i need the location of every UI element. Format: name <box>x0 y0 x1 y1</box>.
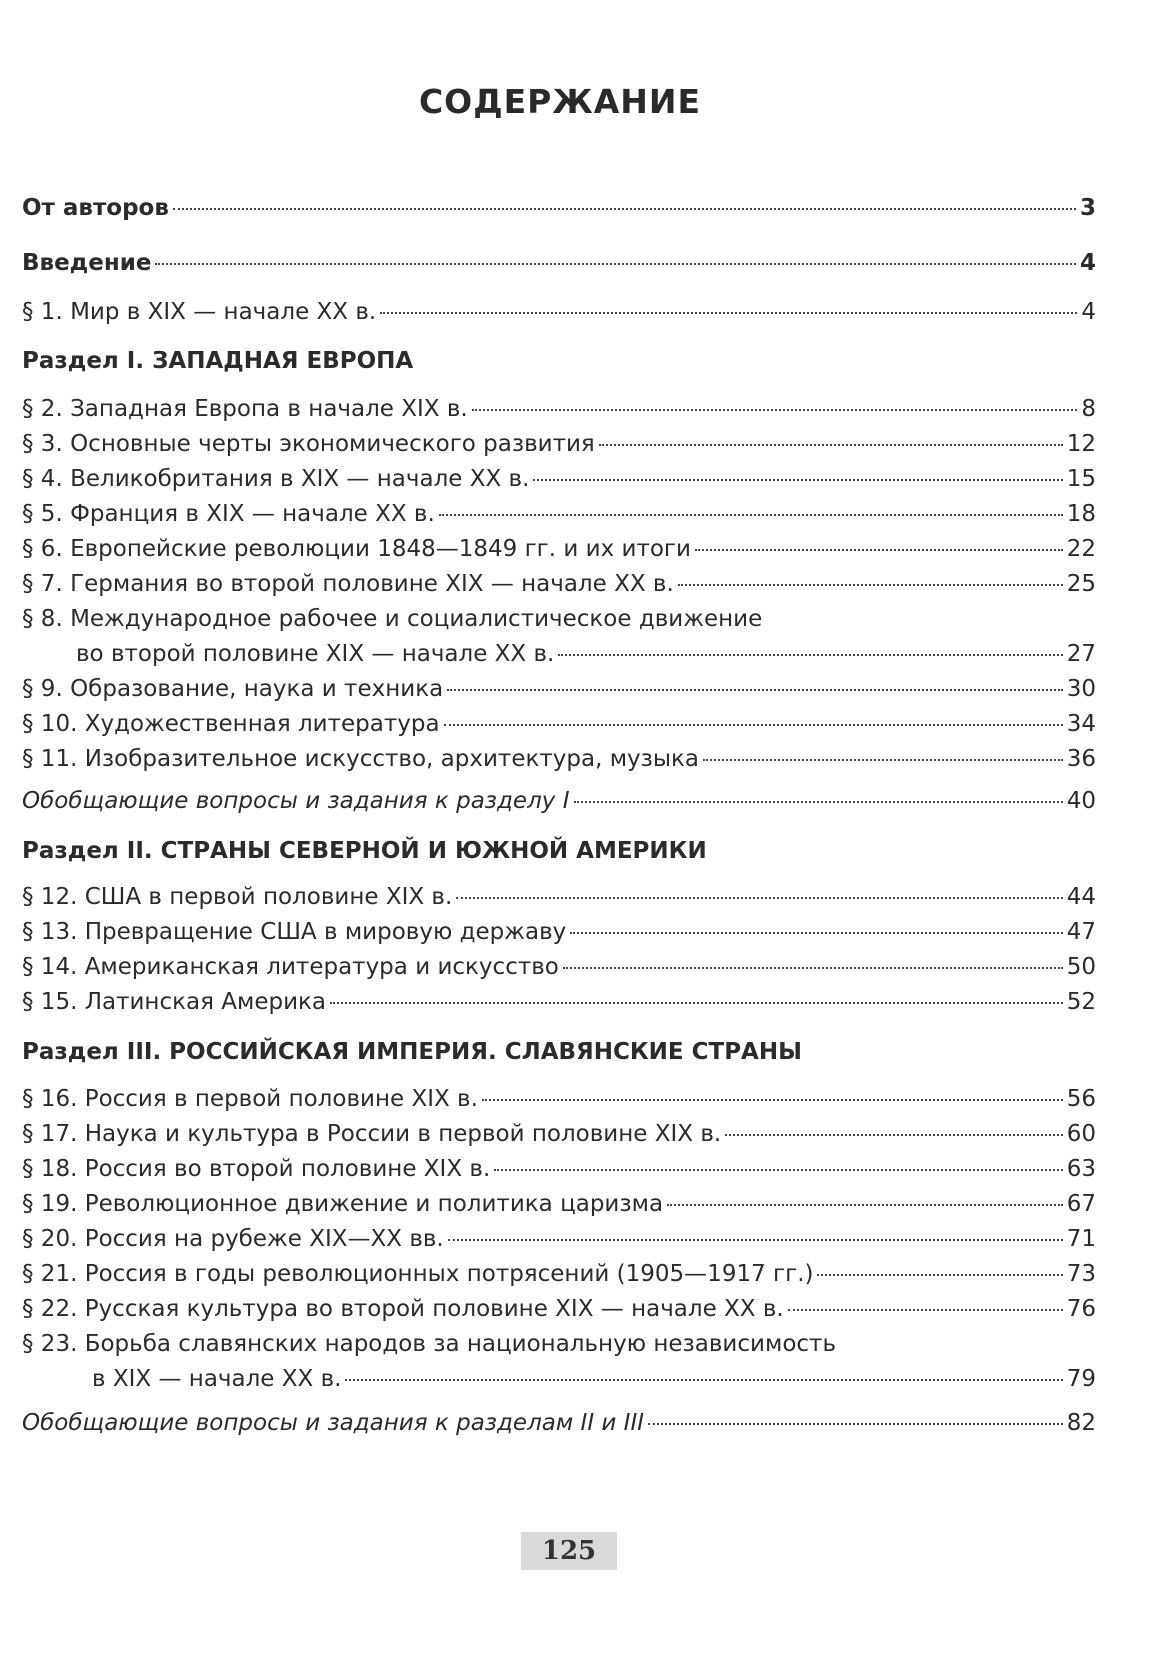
entry-page: 44 <box>1066 884 1096 910</box>
dot-leader <box>563 967 1063 969</box>
dot-leader <box>482 1099 1063 1101</box>
entry-page: 34 <box>1066 711 1096 737</box>
dot-leader <box>574 801 1063 803</box>
entry-text: § 22. Русская культура во второй половине XIX — начале XX в. <box>22 1296 784 1322</box>
entry-text: § 11. Изобразительное искусство, архитектура, музыка <box>22 746 700 772</box>
entry-page: 25 <box>1066 571 1096 597</box>
toc-entry-continuation <box>76 639 1096 669</box>
toc-entry <box>22 1189 1096 1219</box>
dot-leader <box>533 479 1062 481</box>
entry-text: § 3. Основные черты экономического развития <box>22 431 595 457</box>
toc-entry <box>22 429 1096 459</box>
toc-entry-intro <box>22 248 1096 278</box>
dot-leader <box>570 932 1062 934</box>
entry-page: 3 <box>1079 195 1096 221</box>
toc-entry <box>22 987 1096 1017</box>
entry-text: в XIX — начале XX в. <box>92 1366 342 1392</box>
entry-page: 4 <box>1081 299 1096 325</box>
entry-page: 56 <box>1066 1086 1096 1112</box>
entry-page: 4 <box>1079 250 1096 276</box>
entry-page: 8 <box>1081 396 1096 422</box>
entry-page: 18 <box>1066 501 1096 527</box>
entry-page: 22 <box>1066 536 1096 562</box>
entry-text: § 18. Россия во второй половине XIX в. <box>22 1156 491 1182</box>
toc-entry <box>22 917 1096 947</box>
entry-page: 50 <box>1066 954 1096 980</box>
dot-leader <box>380 312 1077 314</box>
entry-text: § 1. Мир в XIX — начале XX в. <box>22 299 377 325</box>
dot-leader <box>558 654 1062 656</box>
toc-entry-summary-1 <box>22 786 1096 816</box>
entry-text: § 12. США в первой половине XIX в. <box>22 884 453 910</box>
dot-leader <box>788 1309 1063 1311</box>
entry-text: § 6. Европейские революции 1848—1849 гг. и их итоги <box>22 536 691 562</box>
entry-text: § 8. Международное рабочее и социалистическое движение <box>22 606 763 632</box>
toc-entry <box>22 1084 1096 1114</box>
dot-leader <box>599 444 1063 446</box>
entry-page: 36 <box>1066 746 1096 772</box>
entry-text: От авторов <box>22 195 169 221</box>
entry-text: § 15. Латинская Америка <box>22 989 327 1015</box>
dot-leader <box>173 208 1076 210</box>
entry-page: 47 <box>1066 919 1096 945</box>
toc-entry <box>22 882 1096 912</box>
toc-entry-summary-2 <box>22 1408 1096 1438</box>
toc-entry <box>22 499 1096 529</box>
dot-leader <box>472 409 1078 411</box>
dot-leader <box>703 759 1063 761</box>
entry-page: 15 <box>1066 466 1096 492</box>
toc-entry <box>22 1154 1096 1184</box>
dot-leader <box>447 689 1063 691</box>
dot-leader <box>725 1134 1062 1136</box>
dot-leader <box>444 724 1063 726</box>
section-heading-3: Раздел III. РОССИЙСКАЯ ИМПЕРИЯ. СЛАВЯНСКИЕ СТРАНЫ <box>22 1039 802 1065</box>
toc-entry <box>22 464 1096 494</box>
entry-page: 67 <box>1066 1191 1096 1217</box>
entry-page: 73 <box>1066 1261 1096 1287</box>
entry-page: 79 <box>1066 1366 1096 1392</box>
dot-leader <box>456 897 1062 899</box>
dot-leader <box>817 1274 1062 1276</box>
entry-text: § 16. Россия в первой половине XIX в. <box>22 1086 478 1112</box>
entry-text: § 20. Россия на рубеже XIX—XX вв. <box>22 1226 444 1252</box>
entry-text: во второй половине XIX — начале XX в. <box>76 641 555 667</box>
entry-page: 27 <box>1066 641 1096 667</box>
dot-leader <box>155 263 1076 265</box>
entry-page: 52 <box>1066 989 1096 1015</box>
entry-text: § 17. Наука и культура в России в первой половине XIX в. <box>22 1121 722 1147</box>
dot-leader <box>448 1239 1063 1241</box>
toc-entry <box>22 569 1096 599</box>
toc-entry <box>22 709 1096 739</box>
toc-entry <box>22 394 1096 424</box>
entry-text: § 13. Превращение США в мировую державу <box>22 919 567 945</box>
toc-entry <box>22 1119 1096 1149</box>
dot-leader <box>678 584 1063 586</box>
entry-text: Обобщающие вопросы и задания к разделам II и III <box>22 1410 645 1436</box>
dot-leader <box>439 514 1063 516</box>
dot-leader <box>345 1379 1062 1381</box>
entry-page: 30 <box>1066 676 1096 702</box>
toc-entry-p1 <box>22 297 1096 327</box>
toc-entry <box>22 534 1096 564</box>
toc-entry <box>22 952 1096 982</box>
entry-page: 82 <box>1066 1410 1096 1436</box>
page-number: 125 <box>521 1532 617 1570</box>
entry-text: § 5. Франция в XIX — начале XX в. <box>22 501 435 527</box>
entry-text: § 21. Россия в годы революционных потрясений (1905—1917 гг.) <box>22 1261 814 1287</box>
entry-page: 71 <box>1066 1226 1096 1252</box>
toc-entry <box>22 674 1096 704</box>
toc-entry-authors <box>22 193 1096 223</box>
entry-text: § 7. Германия во второй половине XIX — начале XX в. <box>22 571 674 597</box>
entry-text: § 2. Западная Европа в начале XIX в. <box>22 396 468 422</box>
page-title: СОДЕРЖАНИЕ <box>418 82 702 121</box>
entry-text: § 19. Революционное движение и политика царизма <box>22 1191 664 1217</box>
entry-text: Обобщающие вопросы и задания к разделу I <box>22 788 570 814</box>
entry-text: § 4. Великобритания в XIX — начале XX в. <box>22 466 530 492</box>
entry-page: 12 <box>1066 431 1096 457</box>
toc-entry <box>22 1294 1096 1324</box>
entry-page: 76 <box>1066 1296 1096 1322</box>
toc-entry-continuation <box>92 1364 1096 1394</box>
entry-page: 60 <box>1066 1121 1096 1147</box>
entry-text: § 9. Образование, наука и техника <box>22 676 444 702</box>
dot-leader <box>330 1002 1063 1004</box>
entry-page: 63 <box>1066 1156 1096 1182</box>
entry-text: § 10. Художественная литература <box>22 711 440 737</box>
section-heading-1: Раздел I. ЗАПАДНАЯ ЕВРОПА <box>22 348 414 374</box>
dot-leader <box>648 1423 1063 1425</box>
toc-entry <box>22 744 1096 774</box>
entry-text: Введение <box>22 250 152 276</box>
entry-text: § 14. Американская литература и искусство <box>22 954 559 980</box>
toc-entry <box>22 1259 1096 1289</box>
dot-leader <box>667 1204 1063 1206</box>
toc-entry <box>22 1224 1096 1254</box>
section-heading-2: Раздел II. СТРАНЫ СЕВЕРНОЙ И ЮЖНОЙ АМЕРИКИ <box>22 838 707 864</box>
dot-leader <box>494 1169 1062 1171</box>
dot-leader <box>695 549 1063 551</box>
entry-text: § 23. Борьба славянских народов за национальную независимость <box>22 1331 836 1357</box>
entry-page: 40 <box>1066 788 1096 814</box>
